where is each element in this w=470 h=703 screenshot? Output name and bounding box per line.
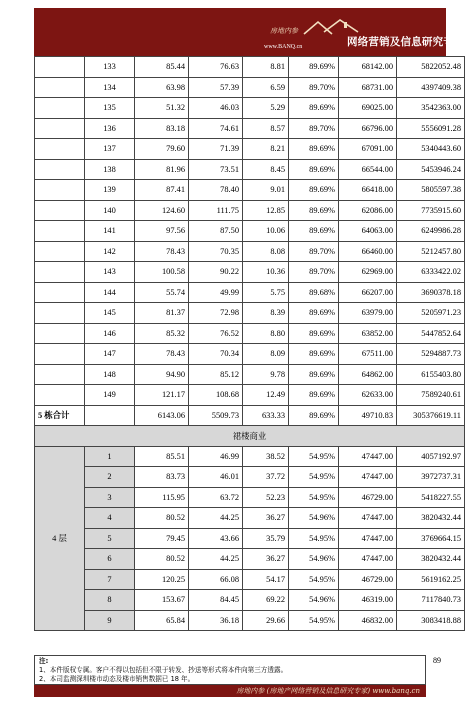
room-cell: 139 <box>85 180 135 201</box>
area-b-cell: 73.51 <box>189 159 243 180</box>
area-c-cell: 12.49 <box>243 385 289 406</box>
building-cell <box>35 282 85 303</box>
table-row <box>35 344 465 365</box>
area-a-cell: 94.90 <box>135 364 189 385</box>
price-cell: 62086.00 <box>339 200 397 221</box>
price-cell: 66418.00 <box>339 180 397 201</box>
total-cell: 7735915.60 <box>397 200 465 221</box>
total-room-cell <box>85 405 135 426</box>
building-cell <box>35 385 85 406</box>
rate-cell: 89.69% <box>289 385 339 406</box>
total-cell: 6155403.80 <box>397 364 465 385</box>
room-cell: 138 <box>85 159 135 180</box>
area-b-cell: 66.08 <box>189 569 243 590</box>
rate-cell: 54.95% <box>289 487 339 508</box>
total-cell: 5294887.73 <box>397 344 465 365</box>
area-a-cell: 80.52 <box>135 508 189 529</box>
total-rate: 89.69% <box>289 405 339 426</box>
main-rows <box>35 57 465 406</box>
rate-cell: 89.68% <box>289 282 339 303</box>
area-a-cell: 79.45 <box>135 528 189 549</box>
area-b-cell: 76.52 <box>189 323 243 344</box>
table-row <box>35 57 465 78</box>
table-row <box>35 98 465 119</box>
area-c-cell: 8.08 <box>243 241 289 262</box>
price-cell: 47447.00 <box>339 508 397 529</box>
area-a-cell: 100.58 <box>135 262 189 283</box>
notes-box <box>34 655 426 685</box>
area-c-cell: 10.36 <box>243 262 289 283</box>
area-a-cell: 83.73 <box>135 467 189 488</box>
area-c-cell: 37.72 <box>243 467 289 488</box>
area-c-cell: 36.27 <box>243 508 289 529</box>
area-b-cell: 63.72 <box>189 487 243 508</box>
table-row <box>35 446 465 467</box>
header-title: 网络营销及信息研究专家 <box>347 36 465 48</box>
area-a-cell: 85.44 <box>135 57 189 78</box>
price-cell: 67511.00 <box>339 344 397 365</box>
room-cell: 5 <box>85 528 135 549</box>
room-cell: 4 <box>85 508 135 529</box>
total-cell: 4057192.97 <box>397 446 465 467</box>
area-c-cell: 8.81 <box>243 57 289 78</box>
price-cell: 63979.00 <box>339 303 397 324</box>
room-cell: 133 <box>85 57 135 78</box>
header-banner <box>34 8 446 56</box>
area-c-cell: 6.59 <box>243 77 289 98</box>
total-cell: 5340443.60 <box>397 139 465 160</box>
table-row <box>35 282 465 303</box>
total-cell: 5805597.38 <box>397 180 465 201</box>
area-a-cell: 124.60 <box>135 200 189 221</box>
area-a-cell: 81.37 <box>135 303 189 324</box>
table-row <box>35 467 465 488</box>
rate-cell: 54.95% <box>289 528 339 549</box>
rate-cell: 89.69% <box>289 221 339 242</box>
total-label: 5 栋合计 <box>35 405 85 426</box>
section-header-row <box>35 426 465 447</box>
building-cell <box>35 364 85 385</box>
area-c-cell: 36.27 <box>243 549 289 570</box>
floor-label: 4 层 <box>35 446 85 631</box>
price-cell: 46832.00 <box>339 610 397 631</box>
building-cell <box>35 221 85 242</box>
room-cell: 134 <box>85 77 135 98</box>
area-b-cell: 46.01 <box>189 467 243 488</box>
notes-line-1: 1、本件版权专属。客户不得以包括但不限于转发、抄送等形式将本件向第三方透露。 <box>39 666 288 674</box>
area-b-cell: 70.34 <box>189 344 243 365</box>
area-a-cell: 78.43 <box>135 241 189 262</box>
area-a-cell: 115.95 <box>135 487 189 508</box>
area-b-cell: 111.75 <box>189 200 243 221</box>
area-a-cell: 80.52 <box>135 549 189 570</box>
area-a-cell: 85.32 <box>135 323 189 344</box>
room-cell: 148 <box>85 364 135 385</box>
area-c-cell: 8.80 <box>243 323 289 344</box>
area-c-cell: 52.23 <box>243 487 289 508</box>
rate-cell: 89.70% <box>289 77 339 98</box>
table-row <box>35 385 465 406</box>
area-a-cell: 120.25 <box>135 569 189 590</box>
area-a-cell: 65.84 <box>135 610 189 631</box>
price-cell: 63852.00 <box>339 323 397 344</box>
area-c-cell: 9.78 <box>243 364 289 385</box>
table-row <box>35 180 465 201</box>
total-cell: 5556091.28 <box>397 118 465 139</box>
area-a-cell: 87.41 <box>135 180 189 201</box>
room-cell: 145 <box>85 303 135 324</box>
rate-cell: 54.96% <box>289 508 339 529</box>
total-total: 305376619.11 <box>397 405 465 426</box>
area-b-cell: 71.39 <box>189 139 243 160</box>
area-a-cell: 97.56 <box>135 221 189 242</box>
room-cell: 9 <box>85 610 135 631</box>
area-c-cell: 5.75 <box>243 282 289 303</box>
area-a-cell: 78.43 <box>135 344 189 365</box>
area-b-cell: 85.12 <box>189 364 243 385</box>
total-cell: 5619162.25 <box>397 569 465 590</box>
area-b-cell: 36.18 <box>189 610 243 631</box>
area-b-cell: 78.40 <box>189 180 243 201</box>
area-b-cell: 46.03 <box>189 98 243 119</box>
total-price: 49710.83 <box>339 405 397 426</box>
area-c-cell: 54.17 <box>243 569 289 590</box>
area-a-cell: 79.60 <box>135 139 189 160</box>
total-cell: 3972737.31 <box>397 467 465 488</box>
area-b-cell: 49.99 <box>189 282 243 303</box>
area-c-cell: 29.66 <box>243 610 289 631</box>
room-cell: 1 <box>85 446 135 467</box>
price-cell: 47447.00 <box>339 528 397 549</box>
total-cell: 3820432.44 <box>397 549 465 570</box>
area-b-cell: 46.99 <box>189 446 243 467</box>
rate-cell: 89.69% <box>289 57 339 78</box>
building-cell <box>35 323 85 344</box>
room-cell: 149 <box>85 385 135 406</box>
table-row <box>35 487 465 508</box>
building-cell <box>35 159 85 180</box>
rate-cell: 89.69% <box>289 200 339 221</box>
rate-cell: 54.95% <box>289 610 339 631</box>
table-row <box>35 303 465 324</box>
price-cell: 68731.00 <box>339 77 397 98</box>
area-b-cell: 90.22 <box>189 262 243 283</box>
table-row <box>35 139 465 160</box>
price-cell: 47447.00 <box>339 467 397 488</box>
room-cell: 140 <box>85 200 135 221</box>
rate-cell: 89.70% <box>289 118 339 139</box>
room-cell: 137 <box>85 139 135 160</box>
price-cell: 46729.00 <box>339 487 397 508</box>
table-row <box>35 159 465 180</box>
area-b-cell: 44.25 <box>189 508 243 529</box>
price-cell: 68142.00 <box>339 57 397 78</box>
area-c-cell: 8.21 <box>243 139 289 160</box>
total-cell: 6249986.28 <box>397 221 465 242</box>
area-c-cell: 35.79 <box>243 528 289 549</box>
room-cell: 135 <box>85 98 135 119</box>
price-cell: 47447.00 <box>339 549 397 570</box>
area-a-cell: 121.17 <box>135 385 189 406</box>
rate-cell: 89.69% <box>289 323 339 344</box>
area-b-cell: 87.50 <box>189 221 243 242</box>
table-row <box>35 241 465 262</box>
area-a-cell: 153.67 <box>135 590 189 611</box>
total-cell: 4397409.38 <box>397 77 465 98</box>
rate-cell: 89.69% <box>289 303 339 324</box>
notes-heading: 注: <box>39 657 49 665</box>
total-cell: 7589240.61 <box>397 385 465 406</box>
price-cell: 46729.00 <box>339 569 397 590</box>
rate-cell: 54.95% <box>289 569 339 590</box>
price-cell: 67091.00 <box>339 139 397 160</box>
area-b-cell: 70.35 <box>189 241 243 262</box>
room-cell: 144 <box>85 282 135 303</box>
table-row <box>35 549 465 570</box>
rate-cell: 54.95% <box>289 467 339 488</box>
table-row <box>35 610 465 631</box>
rate-cell: 89.70% <box>289 241 339 262</box>
building-cell <box>35 262 85 283</box>
table-row <box>35 221 465 242</box>
rate-cell: 54.96% <box>289 549 339 570</box>
area-b-cell: 43.66 <box>189 528 243 549</box>
total-c: 633.33 <box>243 405 289 426</box>
price-cell: 69025.00 <box>339 98 397 119</box>
room-cell: 3 <box>85 487 135 508</box>
area-b-cell: 72.98 <box>189 303 243 324</box>
room-cell: 2 <box>85 467 135 488</box>
building-cell <box>35 98 85 119</box>
total-cell: 6333422.02 <box>397 262 465 283</box>
logo-url: www.BANQ.cn <box>264 44 303 50</box>
area-c-cell: 8.45 <box>243 159 289 180</box>
page-number: 89 <box>433 656 441 665</box>
total-cell: 5418227.55 <box>397 487 465 508</box>
total-cell: 3820432.44 <box>397 508 465 529</box>
footer-bar: 房地内参 (房地产网络营销及信息研究专家) www.banq.cn <box>34 685 426 697</box>
price-cell: 66460.00 <box>339 241 397 262</box>
building-cell <box>35 118 85 139</box>
area-c-cell: 8.57 <box>243 118 289 139</box>
table-row <box>35 77 465 98</box>
area-c-cell: 10.06 <box>243 221 289 242</box>
building-cell <box>35 200 85 221</box>
section-title: 裙楼商业 <box>35 426 465 447</box>
rate-cell: 89.69% <box>289 98 339 119</box>
total-cell: 7117840.73 <box>397 590 465 611</box>
price-table <box>34 56 465 631</box>
building-cell <box>35 77 85 98</box>
building-cell <box>35 180 85 201</box>
table-row <box>35 262 465 283</box>
room-cell: 141 <box>85 221 135 242</box>
area-c-cell: 12.85 <box>243 200 289 221</box>
area-b-cell: 84.45 <box>189 590 243 611</box>
area-b-cell: 44.25 <box>189 549 243 570</box>
price-cell: 62633.00 <box>339 385 397 406</box>
room-cell: 147 <box>85 344 135 365</box>
total-cell: 5205971.23 <box>397 303 465 324</box>
table-row <box>35 323 465 344</box>
rate-cell: 54.95% <box>289 446 339 467</box>
price-cell: 64063.00 <box>339 221 397 242</box>
area-a-cell: 85.51 <box>135 446 189 467</box>
room-cell: 143 <box>85 262 135 283</box>
room-cell: 136 <box>85 118 135 139</box>
table-row <box>35 590 465 611</box>
rate-cell: 89.70% <box>289 262 339 283</box>
price-cell: 66544.00 <box>339 159 397 180</box>
total-cell: 3769664.15 <box>397 528 465 549</box>
building-cell <box>35 139 85 160</box>
shop-rows <box>35 446 465 631</box>
room-cell: 8 <box>85 590 135 611</box>
total-cell: 5453946.24 <box>397 159 465 180</box>
price-cell: 47447.00 <box>339 446 397 467</box>
area-b-cell: 108.68 <box>189 385 243 406</box>
area-b-cell: 57.39 <box>189 77 243 98</box>
room-cell: 146 <box>85 323 135 344</box>
area-c-cell: 38.52 <box>243 446 289 467</box>
rate-cell: 89.69% <box>289 180 339 201</box>
total-section <box>35 405 465 446</box>
price-cell: 66796.00 <box>339 118 397 139</box>
area-a-cell: 81.96 <box>135 159 189 180</box>
building-cell <box>35 241 85 262</box>
room-cell: 7 <box>85 569 135 590</box>
total-cell: 5447852.64 <box>397 323 465 344</box>
table-row <box>35 118 465 139</box>
area-b-cell: 76.63 <box>189 57 243 78</box>
building-cell <box>35 344 85 365</box>
total-cell: 5212457.80 <box>397 241 465 262</box>
area-a-cell: 51.32 <box>135 98 189 119</box>
rate-cell: 89.69% <box>289 364 339 385</box>
table-row <box>35 528 465 549</box>
price-cell: 66207.00 <box>339 282 397 303</box>
total-cell: 3690378.18 <box>397 282 465 303</box>
total-cell: 3542363.00 <box>397 98 465 119</box>
table-row <box>35 508 465 529</box>
rate-cell: 89.69% <box>289 139 339 160</box>
area-c-cell: 8.09 <box>243 344 289 365</box>
price-cell: 64862.00 <box>339 364 397 385</box>
rate-cell: 54.96% <box>289 590 339 611</box>
total-cell: 5822052.48 <box>397 57 465 78</box>
area-a-cell: 55.74 <box>135 282 189 303</box>
area-c-cell: 69.22 <box>243 590 289 611</box>
total-b: 5509.73 <box>189 405 243 426</box>
notes-line-2: 2、本司监测深圳楼市动态及楼市销售数据已 18 年。 <box>39 675 195 683</box>
area-a-cell: 83.18 <box>135 118 189 139</box>
area-b-cell: 74.61 <box>189 118 243 139</box>
table-row <box>35 569 465 590</box>
room-cell: 6 <box>85 549 135 570</box>
total-row <box>35 405 465 426</box>
area-c-cell: 9.01 <box>243 180 289 201</box>
area-a-cell: 63.98 <box>135 77 189 98</box>
price-cell: 46319.00 <box>339 590 397 611</box>
room-cell: 142 <box>85 241 135 262</box>
area-c-cell: 5.29 <box>243 98 289 119</box>
area-c-cell: 8.39 <box>243 303 289 324</box>
building-cell <box>35 303 85 324</box>
table-row <box>35 364 465 385</box>
building-cell <box>35 57 85 78</box>
rate-cell: 89.69% <box>289 159 339 180</box>
rate-cell: 89.69% <box>289 344 339 365</box>
table-row <box>35 200 465 221</box>
total-a: 6143.06 <box>135 405 189 426</box>
total-cell: 3083418.88 <box>397 610 465 631</box>
logo-text: 房地内参 <box>270 27 298 35</box>
price-cell: 62969.00 <box>339 262 397 283</box>
